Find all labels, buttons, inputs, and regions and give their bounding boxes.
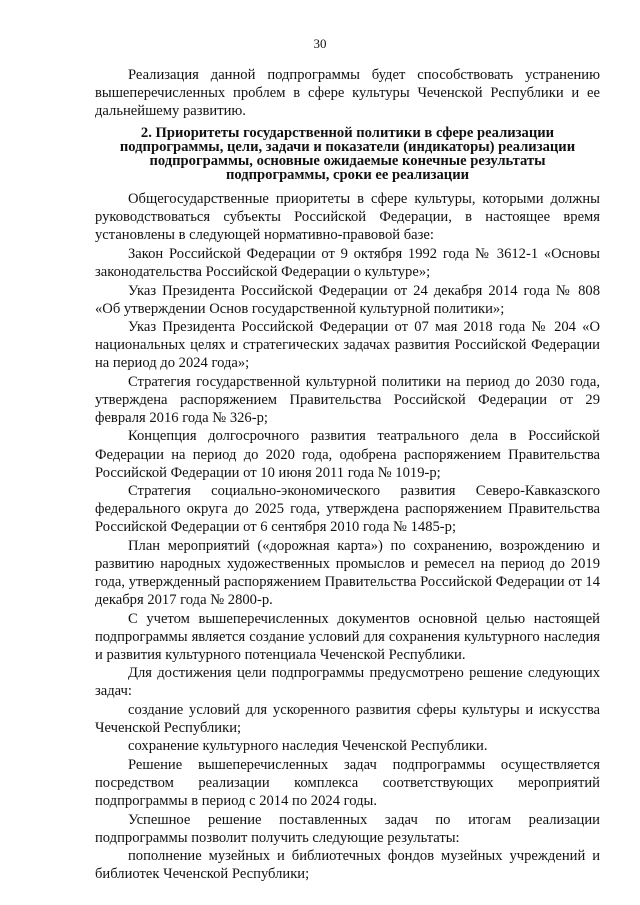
paragraph-decree-204: Указ Президента Российской Федерации от 07 мая 2018 года № 204 «О национальных целях и стратегических задачах развития Российской Федерации на период до 2024 года»; bbox=[95, 319, 600, 372]
paragraph-roadmap: План мероприятий («дорожная карта») по сохранению, возрождению и развитию народных художественных промыслов и ремесел на период до 2019 года, утвержденный распоряжением Правительства Российской Федерации от 14 декабря 2017 года № 2800-р. bbox=[95, 537, 600, 609]
heading-line: 2. Приоритеты государственной политики в сфере реализации bbox=[140, 125, 555, 142]
paragraph-task-2: сохранение культурного наследия Чеченской Республики. bbox=[128, 738, 488, 755]
paragraph-law-culture: Закон Российской Федерации от 9 октября 1992 года № 3612-1 «Основы законодательства Российской Федерации о культуре»; bbox=[95, 245, 600, 281]
page-body bbox=[95, 66, 600, 883]
paragraph-results-intro: Успешное решение поставленных задач по итогам реализации подпрограммы позволит получить следующие результаты: bbox=[95, 811, 600, 846]
heading-line: подпрограммы, сроки ее реализации bbox=[225, 167, 470, 184]
paragraph-decree-808: Указ Президента Российской Федерации от 24 декабря 2014 года № 808 «Об утверждении Основ государственной культурной политики»; bbox=[95, 282, 600, 317]
paragraph-tasks-intro: Для достижения цели подпрограммы предусмотрено решение следующих задач: bbox=[95, 665, 600, 700]
paragraph-result-1: пополнение музейных и библиотечных фондов музейных учреждений и библиотек Чеченской Республики; bbox=[95, 848, 600, 883]
paragraph-strategy-2030: Стратегия государственной культурной политики на период до 2030 года, утверждена распоряжением Правительства Российской Федерации от 29 февраля 2016 года № 326-р; bbox=[95, 373, 600, 426]
paragraph-skfo-strategy: Стратегия социально-экономического развития Северо-Кавказского федерального округа до 2025 года, утверждена распоряжением Правительства Российской Федерации от 6 сентября 2010 года № 1485-р; bbox=[95, 483, 600, 536]
heading-line: подпрограммы, цели, задачи и показатели (индикаторы) реализации bbox=[119, 139, 576, 156]
paragraph-theatre-concept: Концепция долгосрочного развития театрального дела в Российской Федерации на период до 2020 года, одобрена распоряжением Правительства Российской Федерации от 10 июня 2011 года № 1019-р; bbox=[95, 428, 600, 481]
section-heading bbox=[95, 126, 600, 182]
paragraph-implementation: Решение вышеперечисленных задач подпрограммы осуществляется посредством реализации комплекса соответствующих мероприятий подпрограммы в период с 2014 по 2024 годы. bbox=[95, 756, 600, 810]
paragraph-task-1: создание условий для ускоренного развития сферы культуры и искусства Чеченской Республики; bbox=[95, 701, 600, 736]
paragraph-priorities: Общегосударственные приоритеты в сфере культуры, которыми должны руководствоваться субъекты Российской Федерации, в настоящее время установлены в следующей нормативно-правовой базе: bbox=[95, 191, 600, 244]
heading-line: подпрограммы, основные ожидаемые конечные результаты bbox=[149, 153, 546, 170]
intro-paragraph: Реализация данной подпрограммы будет способствовать устранению вышеперечисленных проблем в сфере культуры Чеченской Республики и ее дальнейшему развитию. bbox=[95, 67, 600, 120]
paragraph-goal: С учетом вышеперечисленных документов основной целью настоящей подпрограммы является создание условий для сохранения культурного наследия и развития культурного потенциала Чеченской Республики. bbox=[95, 610, 600, 663]
page-number: 30 bbox=[313, 36, 327, 51]
